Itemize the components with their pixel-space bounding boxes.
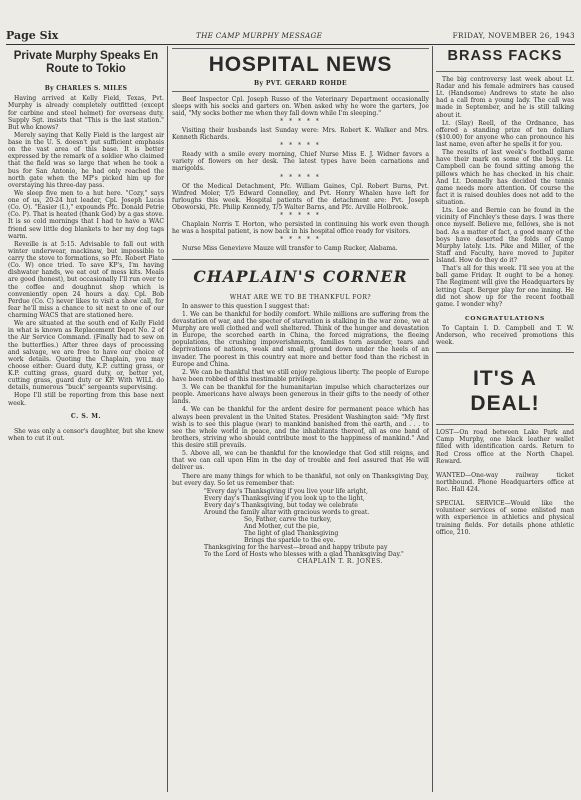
- congratulations-heading: CONGRATULATIONS: [464, 315, 546, 322]
- issue-date: FRIDAY, NOVEMBER 26, 1943: [452, 31, 575, 40]
- divider: [436, 71, 574, 72]
- poem-line: So, Father, carve the turkey,: [244, 515, 332, 523]
- congratulations-text: To Captain I. D. Campbell and T. W. Anderson, who received promotions this week.: [436, 324, 574, 346]
- poem-line: And Mother, cut the pie,: [244, 522, 320, 530]
- news-item: Beef Inspector Cpl. Joseph Russo of the Veterinary Department occasionally sleeps with his socks and garters on. When asked why he wore the garters, Joe said, "My socks bother me when they fall down while I'm sleeping.": [172, 95, 429, 117]
- poem-line: "Every day's Thanksgiving if you live your life aright,: [204, 487, 368, 495]
- separator-stars: * * * * *: [280, 236, 321, 244]
- article-paragraph: Reveille is at 5:15. Advisable to fall out with winter underwear, mackinaw, but impossible to carry the stove to formations, so Pfc. Robert Plate (Co. W) once tried. To save KP's, I'm having dishwater hands, we eat out of mess kits. Meals are good (honest), but occasionally I'll run over to the coffee and doughnut shop which is conveniently open 24 hours a day. Cpl. Bob Perdue (Co. C) never likes to visit a show call, for fear he'll miss a chance to sit next to one of our charming WACS that are stationed here.: [8, 240, 164, 320]
- divider: [172, 48, 429, 49]
- brass-paragraph: Lts. Lee and Bernie can be found in the vicinity of Finchley's these days. I was there once myself. Believe me, fellows, she is not bad. As a matter of fact, a good many of the boys have deserted the folds of Camp Murphy lately. Lts. Pike and Miller, of the Staff and Faculty, have moved to Jupiter Island. How do they do it?: [436, 207, 574, 265]
- article-filler: She was only a censor's daughter, but she knew when to cut it out.: [8, 427, 164, 442]
- separator-stars: * * * * *: [280, 142, 321, 150]
- poem-line: Every day's Thanksgiving if you look up to the light,: [204, 494, 365, 502]
- chaplain-paragraph: 5. Above all, we can be thankful for the knowledge that God still reigns, and that we can call upon Him in the day of trouble and feel assured that He will deliver us.: [172, 450, 429, 472]
- classified-ad: SPECIAL SERVICE—Would like the volunteer services of some enlisted man with experience in athletics and physical training fields. For details phone athletic office, 210.: [436, 500, 574, 536]
- thanksgiving-poem: [172, 488, 429, 558]
- article-paragraph: Hope I'll still be reporting from this base next week.: [8, 392, 164, 407]
- news-item: Of the Medical Detachment, Pfc. William Gaines, Cpl. Robert Burns, Pvt. Winfred Moler, T/5 Edward Connelley, and Pvt. Henry Whalen have left for furloughs this week. Hospital patients of the detachment are: Pvt. Joseph Oboworski, Pfc. Philip Kennedy, T/5 Walter Barns, and Pfc. Arville Holbrook.: [172, 182, 429, 211]
- separator-stars: * * * * *: [280, 173, 321, 181]
- column-divider: [167, 46, 168, 792]
- article-paragraph: We sleep five men to a hut here. "Cozy," says one of us, 20-24 hut leader, Cpl. Joseph Lucas (Co. O). "Easier (I.)," expounds Pfc. Donald Petrie (Co. P). That is heated (thank God) by a gas stove. It is so cold mornings that I had to have a WAC friend sew little dog blankets to her my dog tags warm.: [8, 189, 164, 240]
- news-item: Nurse Miss Genevieve Mauze will transfer to Camp Rucker, Alabama.: [182, 245, 398, 253]
- news-item: Ready with a smile every morning, Chief Nurse Miss E. J. Widner favors a variety of flowers on her desk. The latest types have been carnations and marigolds.: [172, 151, 429, 173]
- masthead-rule: [6, 44, 575, 45]
- article-paragraph: We are situated at the south end of Kelly Field in what is known as Replacement Depot No. 2 of the Air Service Command. (Finally had to sew on the butterflies.) After three days of processing and salvage, we are free to have our choice of work details. Quoting the Chaplain, you may choose either: Guard duty, K.P. cutting grass, or K.P. cutting grass, guard duty, or, better yet, cutting grass, guard duty or KP. With WILL do details, numerous "buck" sergeants supervising.: [8, 320, 164, 392]
- chaplains-corner-title: CHAPLAIN'S CORNER: [193, 266, 408, 286]
- divider: [172, 259, 429, 260]
- poem-line: The light of glad Thanksgiving: [244, 529, 339, 537]
- article-headline: Private Murphy Speaks En Route to Tokio: [13, 50, 159, 75]
- column-private-murphy: [8, 48, 164, 790]
- chaplain-intro: In answer to this question I suggest that:: [182, 302, 310, 310]
- chaplain-question: WHAT ARE WE TO BE THANKFUL FOR?: [229, 293, 372, 301]
- column-divider: [432, 46, 433, 792]
- article-paragraph: Merely saying that Kelly Field is the largest air base in the U. S. doesn't put sufficient emphasis on the vast area of this base. It is better expressed by the remark of a soldier who claimed that the field was so large that when he took a bus for San Antonio, he had only reached the north gate when the MP's picked him up for overstaying his three-day pass.: [8, 131, 164, 189]
- article-byline: By CHARLES S. MILES: [44, 85, 128, 93]
- brass-facks-title: BRASS FACKS: [447, 48, 563, 64]
- page-number: Page Six: [6, 29, 59, 42]
- divider: [436, 424, 574, 425]
- article-paragraph: Having arrived at Kelly Field, Texas, Pvt. Murphy is already completely outfitted (except for carbine and steel helmet) for overseas duty. Supply Sgt. insists that "This is the last station." But who knows?: [8, 95, 164, 131]
- hospital-news-byline: By PVT. GERARD ROHDE: [254, 79, 347, 87]
- classified-ad: LOST—On road between Lake Park and Camp Murphy, one black leather wallet filled with identification cards. Return to Red Cross office at the North Chapel. Reward.: [436, 429, 574, 465]
- newspaper-title: THE CAMP MURPHY MESSAGE: [196, 31, 323, 40]
- brass-paragraph: The big controversy last week about Lt. Radar and his female admirers has caused Lt. (Handsome) Andrews to state he also had a call from a young lady. The call was made in September, and he is still talking about it.: [436, 75, 574, 119]
- chaplain-paragraph: 3. We can be thankful for the humanitarian impulse which characterizes our people. Americans have always been generous in their gifts to the needy of other lands.: [172, 384, 429, 406]
- news-item: Chaplain Norris T. Horton, who persisted in continuing his work even though he was a hospital patient, is now back in his hospital office ready for visitors.: [172, 221, 429, 236]
- brass-paragraph: Lt. (Slay) Reell, of the Ordnance, has offered a standing prize of ten dollars ($10.00) for anyone who can pronounce his last name, even after he spells it for you.: [436, 119, 574, 149]
- its-a-deal-title: IT'S A DEAL!: [470, 367, 540, 415]
- chaplain-paragraph: There are many things for which to be thankful, not only on Thanksgiving Day, but every day. So let us remember that:: [172, 472, 429, 487]
- poem-line: Around the family altar with gracious words to great.: [204, 508, 370, 516]
- poem-line: Every day's Thanksgiving, but today we celebrate: [204, 501, 358, 509]
- brass-paragraph: The results of last week's football game have their mark on some of the boys. Lt. Campbell can be found sitting among the pillows which he has checked in his chair. And Lt. Donnelly has decided the tennis game needs more attention. Of course the fact it is raised doubles does not add to the situation.: [436, 149, 574, 207]
- divider: [436, 352, 574, 353]
- poem-line: Thanksgiving for the harvest—bread and happy tribute pay: [204, 543, 388, 551]
- news-item: Visiting their husbands last Sunday were: Mrs. Robert K. Walker and Mrs. Kenneth Richards.: [172, 126, 429, 142]
- chaplain-paragraph: 4. We can be thankful for the ardent desire for permanent peace which has always been prevalent in the United States. President Washington said: "My first wish is to see this plague (war) to mankind banished from the earth, and . . . to see the whole world in peace, and the inhabitants thereof, all as one band of brothers, striving who should contribute most to the happiness of mankind." And this desire still prevails.: [172, 406, 429, 450]
- chaplain-signature: CHAPLAIN T. R. JONES.: [297, 557, 383, 565]
- divider: [172, 91, 429, 92]
- separator-stars: * * * * *: [280, 212, 321, 220]
- separator-stars: * * * * *: [280, 117, 321, 125]
- brass-paragraph: That's all for this week. I'll see you at the ball game Friday. It ought to be a honey. The Regiment will give the Headquarters by letting Capt. Berger play for one inning. He did not show up for the recent football game. I wonder why?: [436, 265, 574, 308]
- chaplain-paragraph: 2. We can be thankful that we still enjoy religious liberty. The people of Europe have been robbed of this inestimable privilege.: [172, 368, 429, 383]
- poem-line: To the Lord of Hosts who blesses with a glad Thanksgiving Day.": [204, 550, 404, 558]
- chaplain-paragraph: 1. We can be thankful for bodily comfort. While millions are suffering from the devastation of war, and the specter of starvation is stalking in the war zone, we at Murphy are well clothed and well sheltered. Think of the hunger and devastation in Europe, the scorched earth in China, the forced migrations, the fleeing populations, the crushing impoverishments, families torn asunder, tears and deprivations of nations, weak and small, ground down under the heels of an invader. The poorest in this country eat more and better food than the richest in Europe and China.: [172, 310, 429, 368]
- hospital-news-title: HOSPITAL NEWS: [208, 53, 393, 76]
- article-signature: C. S. M.: [70, 412, 102, 420]
- column-brass-facks: [436, 48, 574, 790]
- classified-ad: WANTED—One-way railway ticket northbound. Phone Headquarters office at Rec. Hall 424.: [436, 471, 574, 494]
- poem-line: Brings the sparkle to the eye.: [244, 536, 336, 544]
- masthead: [6, 30, 575, 42]
- column-hospital-chaplain: [172, 48, 429, 790]
